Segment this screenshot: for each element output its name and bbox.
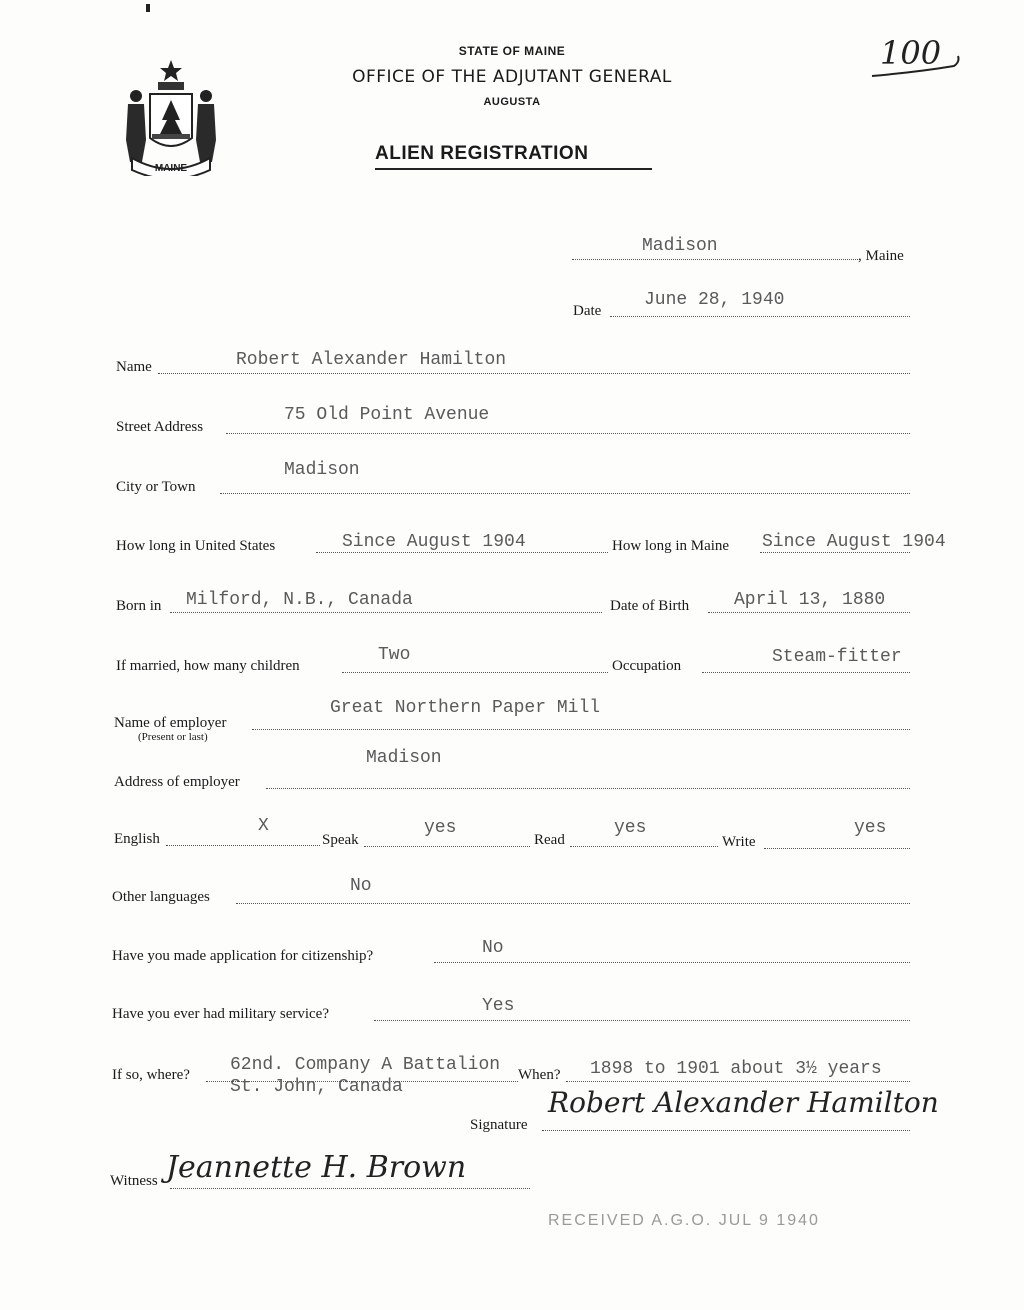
other-languages-value: No [350,876,372,896]
how-long-us-value: Since August 1904 [342,532,526,552]
read-label: Read [534,832,565,848]
date-value: June 28, 1940 [644,290,785,310]
children-line [342,672,608,673]
occupation-line [702,672,910,673]
corner-number: 100 [880,34,942,72]
how-long-maine-label: How long in Maine [612,538,730,554]
other-languages-line [236,903,910,904]
born-in-label: Born in [116,598,162,614]
dob-label: Date of Birth [610,598,690,614]
name-label: Name [116,359,152,375]
how-long-maine-value: Since August 1904 [762,532,946,552]
signature-line [542,1130,910,1131]
dob-line [708,612,910,613]
children-value: Two [378,645,411,665]
street-line [226,433,910,434]
other-languages-label: Other languages [112,889,210,905]
where-value-line2: St. John, Canada [230,1077,403,1097]
how-long-us-line [316,552,608,553]
received-stamp: RECEIVED A.G.O. JUL 9 1940 [548,1212,820,1229]
dob-value: April 13, 1880 [734,590,886,610]
signature-label: Signature [470,1117,528,1133]
name-line [158,373,910,374]
employer-line [252,729,910,730]
where-value-line1: 62nd. Company A Battalion [230,1055,501,1075]
english-label: English [114,831,160,847]
when-line [566,1081,910,1082]
witness-line [170,1188,530,1189]
street-label: Street Address [116,419,204,435]
citizenship-value: No [482,938,504,958]
occupation-value: Steam-fitter [772,647,902,667]
children-label: If married, how many children [116,658,300,674]
city-line [220,493,910,494]
margin-mark [146,4,150,12]
english-value: X [258,816,269,836]
write-value: yes [854,818,887,838]
employer-address-label: Address of employer [114,774,240,790]
speak-value: yes [424,818,457,838]
citizenship-line [434,962,910,963]
employer-value: Great Northern Paper Mill [330,698,601,718]
header-office: OFFICE OF THE ADJUTANT GENERAL [352,67,672,87]
how-long-maine-line [760,552,910,553]
seal-banner-text: MAINE [154,163,188,174]
english-line [166,845,320,846]
born-in-line [170,612,602,613]
header-city: AUGUSTA [483,96,541,108]
when-value: 1898 to 1901 about 3½ years [590,1059,882,1079]
header-state: STATE OF MAINE [458,44,566,58]
occupation-label: Occupation [612,658,682,674]
speak-label: Speak [322,832,359,848]
name-value: Robert Alexander Hamilton [236,350,507,370]
employer-address-value: Madison [366,748,442,768]
place-value: Madison [642,236,718,256]
signature-value: Robert Alexander Hamilton [548,1086,939,1119]
where-label: If so, where? [112,1067,190,1083]
city-value: Madison [284,460,360,480]
write-label: Write [722,834,756,850]
street-value: 75 Old Point Avenue [284,405,490,425]
title-underline [375,168,652,170]
employer-label: Name of employer [114,715,227,731]
date-label: Date [573,303,602,319]
write-line [764,848,910,849]
employer-address-line [266,788,910,789]
speak-line [364,846,530,847]
witness-label: Witness [110,1173,158,1189]
city-label: City or Town [116,479,196,495]
when-label: When? [518,1067,561,1083]
date-line [610,316,910,317]
place-line [572,259,858,260]
military-value: Yes [482,996,515,1016]
born-in-value: Milford, N.B., Canada [186,590,413,610]
read-value: yes [614,818,647,838]
place-suffix: , Maine [858,248,904,264]
page-title: ALIEN REGISTRATION [375,143,589,164]
employer-sublabel: (Present or last) [138,731,208,743]
how-long-us-label: How long in United States [116,538,276,554]
read-line [570,846,718,847]
citizenship-label: Have you made application for citizenship? [112,948,374,964]
military-line [374,1020,910,1021]
military-label: Have you ever had military service? [112,1006,329,1022]
witness-value: Jeannette H. Brown [166,1150,467,1185]
